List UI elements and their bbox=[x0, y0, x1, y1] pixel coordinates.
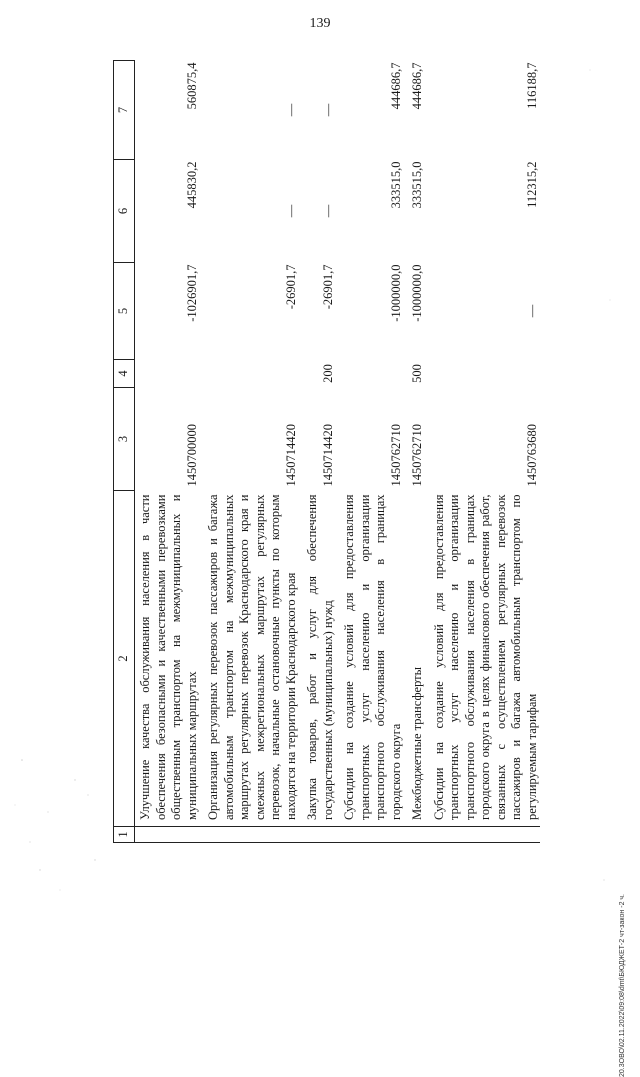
row-col7: — bbox=[320, 103, 335, 117]
row-col6: 445830,2 bbox=[184, 161, 199, 209]
row-code: 1450714420 bbox=[320, 424, 335, 487]
row-col6: — bbox=[320, 204, 335, 218]
row-col6: 333515,0 bbox=[388, 161, 403, 209]
row-name: Закупка товаров, работ и услуг для обеспечения государственных (муниципальных) нужд bbox=[305, 494, 335, 820]
row-code: 1450762710 bbox=[410, 424, 424, 487]
row-code: 1450700000 bbox=[184, 424, 199, 487]
table-row bbox=[336, 61, 404, 843]
row-col7: 444686,7 bbox=[410, 62, 424, 110]
header-col-2: 2 bbox=[114, 491, 135, 827]
row-vr: 500 bbox=[410, 364, 424, 383]
row-col5: -1000000,0 bbox=[410, 264, 424, 322]
row-name: Субсидии на создание условий для предоставления транспортных услуг населению и организации транспортного обслуживания населения в границах городского округа в целях финансового обеспечения работ, связанных с осуществлением регулярных перевозок пассажиров и багажа автомобильным транспортом по регулируемым тарифам bbox=[431, 494, 539, 820]
row-vr bbox=[200, 360, 299, 388]
rotated-budget-table bbox=[113, 61, 593, 843]
row-name: Организация регулярных перевозок пассажиров и багажа автомобильным транспортом на межмуниципальных маршрутах регулярных перевозок Краснодарского края и смежных межрегиональных маршрутах регулярных перевозок, начальные остановочные пункты по которым находятся на территории Краснодарского края bbox=[206, 494, 298, 820]
footer-file-code: 20.3ОВО\02.11.2022\09:08\dmt\БЮДЖЕТ-2 чт-закон -2 ч. bbox=[619, 894, 626, 1077]
row-vr: 200 bbox=[320, 364, 335, 383]
header-row bbox=[114, 61, 135, 843]
row-name: Субсидии на создание условий для предоставления транспортных услуг населению и организации транспортного обслуживания населения в границах городского округа bbox=[342, 494, 403, 820]
row-code: 1450763680 bbox=[524, 424, 539, 487]
table-row bbox=[404, 61, 426, 843]
row-col5: — bbox=[524, 304, 539, 318]
row-name: Улучшение качества обслуживания населения в части обеспечения безопасными и качественными перевозками общественным транспортом на межмуниципальных и муниципальных маршрутах bbox=[138, 494, 199, 820]
row-col6: — bbox=[283, 204, 298, 218]
row-name: Межбюджетные трансферты bbox=[410, 666, 424, 820]
header-col-5: 5 bbox=[114, 263, 135, 360]
row-vr bbox=[426, 360, 541, 388]
row-col6: 333515,0 bbox=[410, 161, 424, 209]
row-code: 1450714420 bbox=[283, 424, 298, 487]
row-vr bbox=[135, 360, 201, 388]
row-col5: -1000000,0 bbox=[388, 264, 403, 322]
row-code: 1450762710 bbox=[388, 424, 403, 487]
row-vr bbox=[336, 360, 404, 388]
row-col7: — bbox=[283, 103, 298, 117]
table-row bbox=[135, 61, 201, 843]
row-col5: -26901,7 bbox=[283, 264, 298, 310]
header-col-4: 4 bbox=[114, 360, 135, 388]
header-col-7: 7 bbox=[114, 61, 135, 160]
page-number: 139 bbox=[309, 16, 331, 31]
row-col7: 116188,7 bbox=[524, 62, 539, 109]
header-col-3: 3 bbox=[114, 388, 135, 491]
row-col7: 560875,4 bbox=[184, 62, 199, 110]
header-col-6: 6 bbox=[114, 160, 135, 263]
row-col5: -26901,7 bbox=[320, 264, 335, 310]
row-col5: -1026901,7 bbox=[184, 264, 199, 322]
table-row bbox=[426, 61, 541, 843]
table-row bbox=[299, 61, 336, 843]
budget-table bbox=[113, 60, 540, 843]
row-col7: 444686,7 bbox=[388, 62, 403, 110]
header-col-1: 1 bbox=[114, 827, 135, 843]
table-row bbox=[200, 61, 299, 843]
row-col6: 112315,2 bbox=[524, 161, 539, 208]
